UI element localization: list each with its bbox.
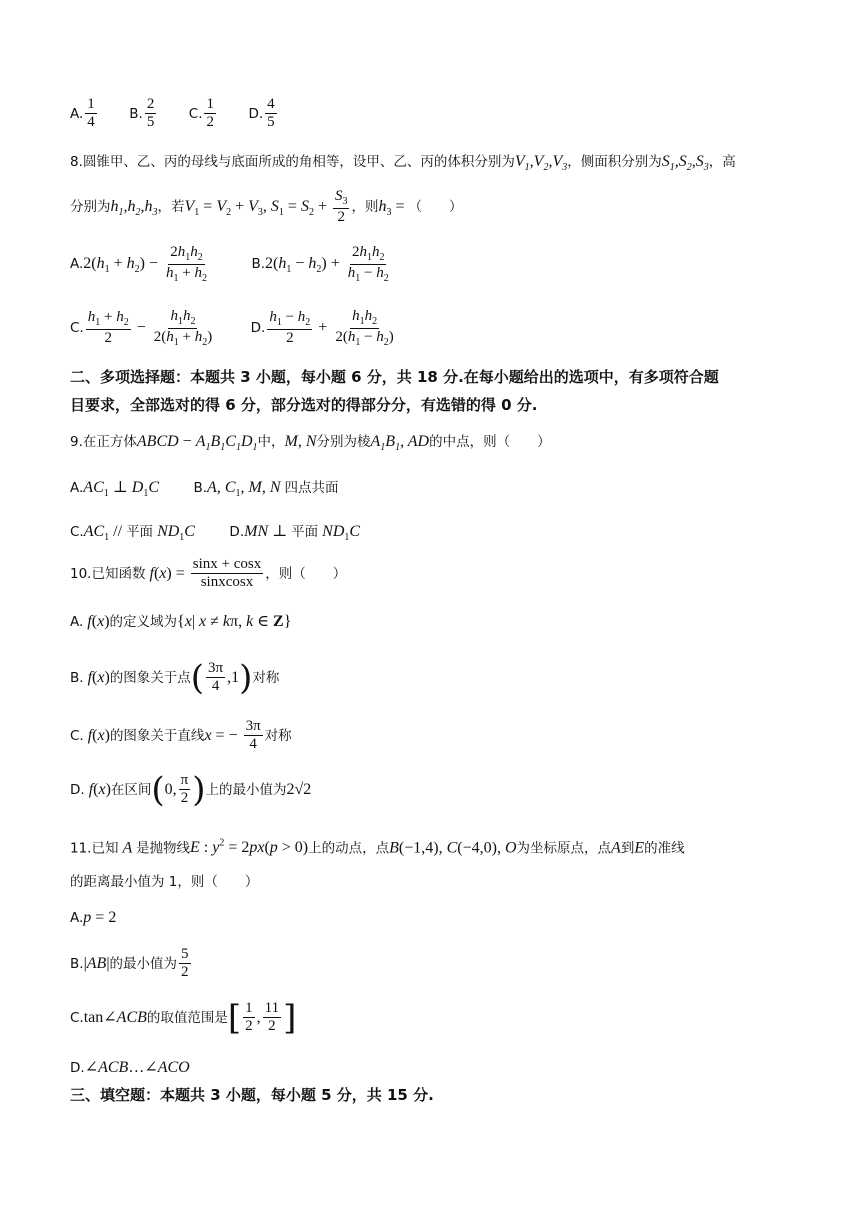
q8-options-ab bbox=[70, 244, 393, 284]
q8-option-b: $B.2(h_1 - h_2)$ + $\frac{2h_1h_2}{h_1 - h_2}$ bbox=[251, 244, 389, 284]
q9-option-d: D.MN ⊥ 平面 $ND_1C$ bbox=[229, 523, 361, 544]
q10-stem: 10.已知函数 f(x) = $\frac{\sin x + \cos x}{\text{sinxcosx}}$ ，则（ ） bbox=[70, 556, 347, 591]
q11-option-b: B.|AB|的最小值为 $\frac{5}{2}$ bbox=[70, 946, 189, 981]
q11-option-d: D.∠ACB…∠ACO bbox=[70, 1059, 190, 1076]
q11-stem-line2: 的距离最小值为 1，则（ ） bbox=[70, 874, 259, 890]
q8-stem-line1: 8.圆锥甲、乙、丙的母线与底面所成的角相等，设甲、乙、丙的体积分别为$V_1,V_2,V_3$，侧面积分别为$S_1,S_2,S_3$，高 bbox=[70, 153, 736, 174]
q11-option-c: C.tan∠ACB的取值范围是[ $\frac{1}{2}$ , $\frac{11}{2}$ ] bbox=[70, 997, 297, 1038]
q10-option-d: D. f(x)在区间(0, $\frac{\pi}{2}$ )上的最小值为2√2 bbox=[70, 769, 312, 810]
q11-option-a: A.p = 2 bbox=[70, 909, 117, 926]
section3-heading: 三、填空题：本题共 3 小题，每小题 5 分，共 15 分. bbox=[70, 1086, 434, 1104]
section2-heading-line1: 二、多项选择题：本题共 3 小题，每小题 6 分，共 18 分.在每小题给出的选项中，有多项符合题 bbox=[70, 368, 719, 386]
q10-option-a: A. f(x)的定义域为{x| x ≠ kπ, k ∈ Z} bbox=[70, 613, 292, 630]
q9-stem: 9.在正方体ABCD − $A_1B_1C_1D_1$中，M, N分别为棱$A_1B_1$, AD的中点，则（ ） bbox=[70, 433, 551, 454]
q7-option-b: B. $\frac{2}{5}$ bbox=[129, 96, 155, 131]
q7-option-a: A. $\frac{1}{4}$ bbox=[70, 96, 95, 131]
q10-option-c: C. f(x)的图象关于直线x = − $\frac{3\pi}{4}$ 对称 bbox=[70, 718, 292, 753]
q9-options-ab bbox=[70, 478, 339, 500]
q9-option-a: $A.AC_1$ ⊥ $D_1C$ bbox=[70, 479, 160, 500]
q9-options-cd bbox=[70, 522, 360, 544]
q8-option-c: C. $\frac{h_1 + h_2}{2}$ − $\frac{h_1h_2}{2(h_1 + h_2)}$ bbox=[70, 308, 213, 348]
q8-option-a: $A.2(h_1 + h_2)$ − $\frac{2h_1h_2}{h_1 + h_2}$ bbox=[70, 244, 207, 284]
q8-stem-line2: 分别为$h_1,h_2,h_3$，若$V_1 = V_2 + V_3$, $S_1 = S_2$ + $\frac{S_3}{2}$ ，则$h_3$ = （ ） bbox=[70, 188, 463, 225]
q8-options-cd bbox=[70, 308, 398, 348]
q9-option-c: $C.AC_1$ // 平面 $ND_1C$ bbox=[70, 523, 195, 544]
q9-option-b: B.A, $C_1$, M, N 四点共面 bbox=[193, 479, 339, 500]
q8-option-d: D. $\frac{h_1 - h_2}{2}$ + $\frac{h_1h_2}{2(h_1 - h_2)}$ bbox=[250, 308, 394, 348]
section2-heading-line2: 目要求，全部选对的得 6 分，部分选对的得部分分，有选错的得 0 分. bbox=[70, 396, 538, 414]
q11-stem-line1: 11.已知 A 是抛物线E : $y^2 = 2px(p > 0)$上的动点，点B(−1,4), C(−4,0), O为坐标原点，点A到E的准线 bbox=[70, 838, 685, 857]
q10-option-b: B. f(x)的图象关于点( $\frac{3\pi}{4}$ ,1)对称 bbox=[70, 657, 280, 698]
q7-option-c: C. $\frac{1}{2}$ bbox=[188, 96, 214, 131]
q7-option-d: D. $\frac{4}{5}$ bbox=[248, 96, 275, 131]
q7-options bbox=[70, 96, 279, 132]
